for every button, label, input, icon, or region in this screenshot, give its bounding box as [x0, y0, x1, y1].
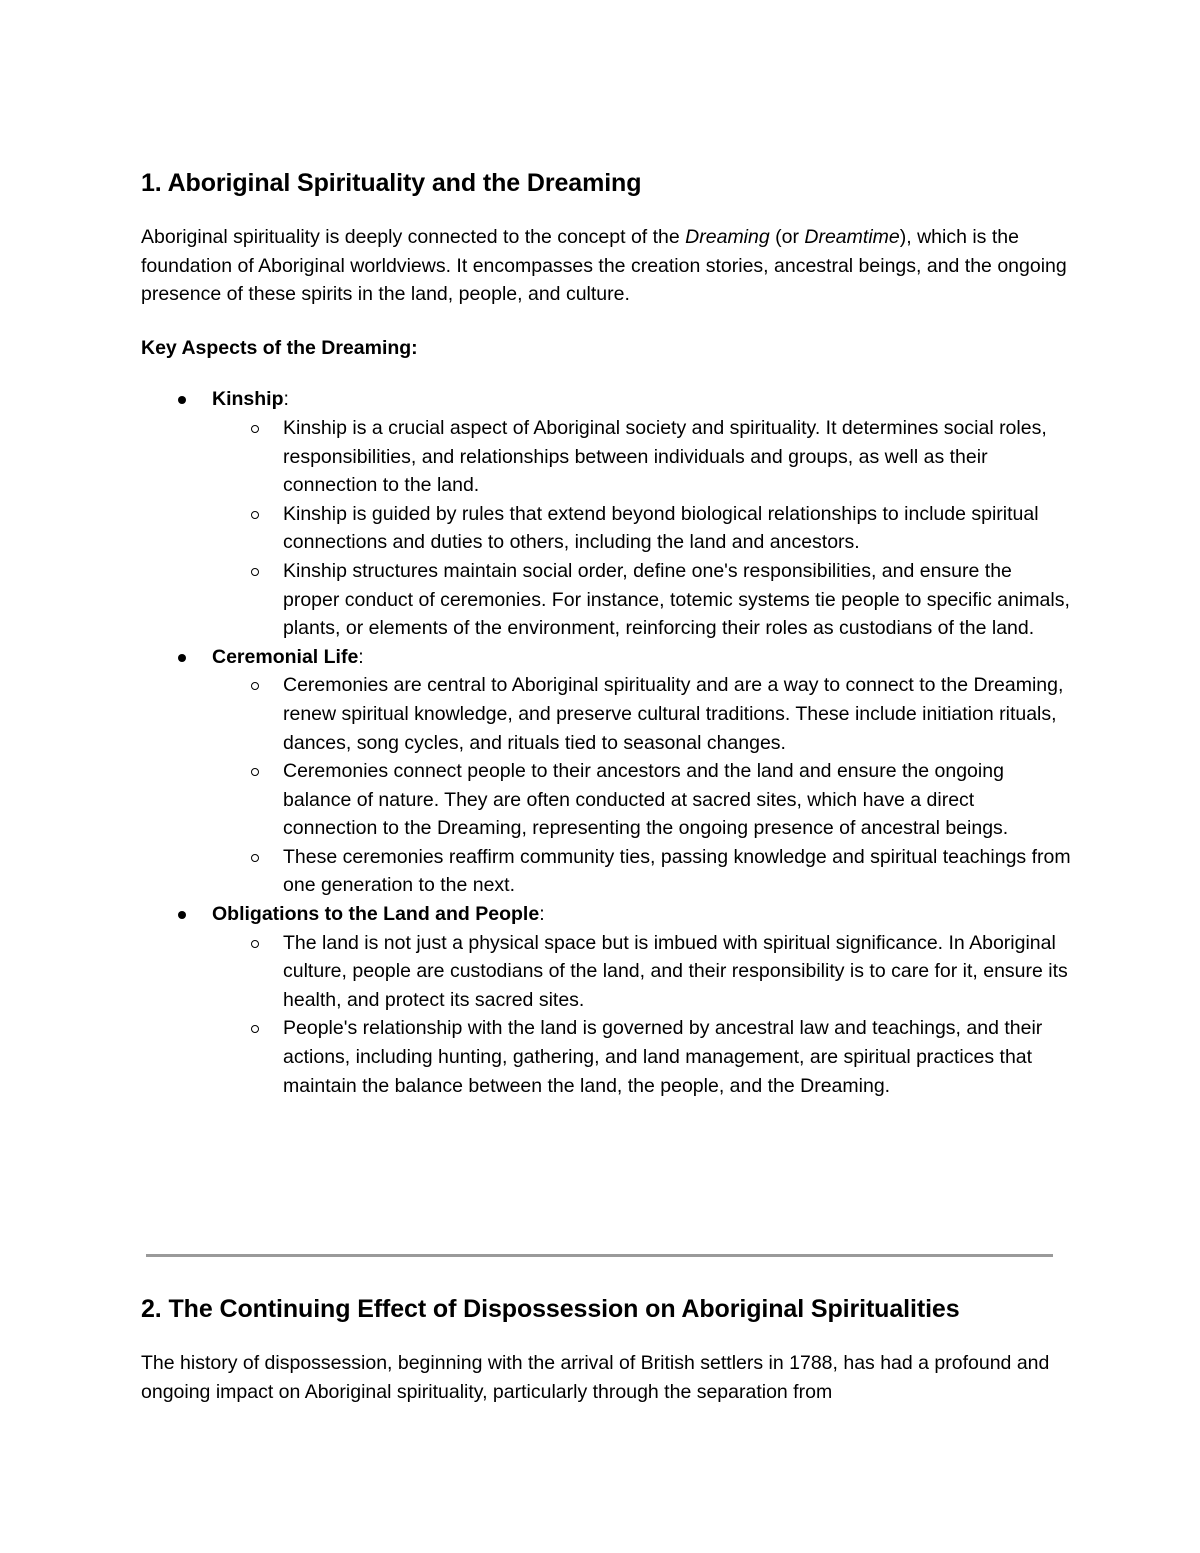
aspect-title: Obligations to the Land and People: [212, 903, 540, 926]
kinship-points: [212, 414, 1071, 643]
obligations-points: [212, 929, 1071, 1101]
list-item: Kinship structures maintain social order, define one's responsibilities, and ensure the proper conduct of ceremonies. For instance, totemic systems tie people to specific animals, plants, or elements of the environment, reinforcing their roles as custodians of the land.: [212, 557, 1071, 643]
aspect-obligations: Obligations to the Land and People: The land is not just a physical space but is imbued with spiritual significance. In Aboriginal culture, people are custodians of the land, and their responsibility is to care for it, ensure its health, and protect its sacred sites. People's relationship with the land is governed by ancestral law and teachings, and their actions, including hunting, gathering, and land management, are spiritual practices that maintain the balance between the land, the people, and the Dreaming.: [141, 900, 1071, 1100]
section-1-intro: Aboriginal spirituality is deeply connected to the concept of the Dreaming (or Dreamtime), which is the foundation of Aboriginal worldviews. It encompasses the creation stories, ancestral beings, and the ongoing presence of these spirits in the land, people, and culture.: [141, 226, 1067, 306]
aspect-ceremonial-life: Ceremonial Life: Ceremonies are central to Aboriginal spirituality and are a way to connect to the Dreaming, renew spiritual knowledge, and preserve cultural traditions. These include initiation rituals, dances, song cycles, and rituals tied to seasonal changes. Ceremonies connect people to their ancestors and the land and ensure the ongoing balance of nature. They are often conducted at sacred sites, which have a direct connection to the Dreaming, representing the ongoing presence of ancestral beings. These ceremonies reaffirm community ties, passing knowledge and spiritual teachings from one generation to the next.: [141, 643, 1071, 900]
bullet-circle-icon: [251, 1025, 259, 1033]
term-dreaming: Dreaming: [685, 226, 770, 248]
section-1: [141, 166, 1071, 1100]
aspect-title: Ceremonial Life: [212, 645, 359, 668]
section-1-title: 1. Aboriginal Spirituality and the Dreaming: [141, 169, 642, 197]
list-item: Kinship is guided by rules that extend beyond biological relationships to include spiritual connections and duties to others, including the land and ancestors.: [212, 500, 1071, 557]
ceremonial-points: [212, 671, 1071, 900]
bullet-circle-icon: [251, 568, 259, 576]
list-item: Ceremonies connect people to their ancestors and the land and ensure the ongoing balance of nature. They are often conducted at sacred sites, which have a direct connection to the Dreaming, representing the ongoing presence of ancestral beings.: [212, 757, 1071, 843]
bullet-dot-icon: [178, 654, 186, 662]
bullet-circle-icon: [251, 768, 259, 776]
list-item: People's relationship with the land is governed by ancestral law and teachings, and their actions, including hunting, gathering, and land management, are spiritual practices that maintain the balance between the land, the people, and the Dreaming.: [212, 1014, 1071, 1100]
bullet-circle-icon: [251, 682, 259, 690]
list-item: Kinship is a crucial aspect of Aboriginal society and spirituality. It determines social roles, responsibilities, and relationships between individuals and groups, as well as their connection to the land.: [212, 414, 1071, 500]
horizontal-divider: [146, 1254, 1053, 1257]
term-dreamtime: Dreamtime: [804, 226, 900, 248]
bullet-circle-icon: [251, 425, 259, 433]
bullet-dot-icon: [178, 911, 186, 919]
section-2-intro: The history of dispossession, beginning with the arrival of British settlers in 1788, has had a profound and ongoing impact on Aboriginal spirituality, particularly through the separation from: [141, 1352, 1050, 1403]
section-2: [141, 1292, 1071, 1406]
aspect-title: Kinship: [212, 388, 284, 411]
list-item: The land is not just a physical space but is imbued with spiritual significance. In Aboriginal culture, people are custodians of the land, and their responsibility is to care for it, ensure its health, and protect its sacred sites.: [212, 929, 1071, 1015]
bullet-dot-icon: [178, 396, 186, 404]
bullet-circle-icon: [251, 511, 259, 519]
aspects-list: [141, 385, 1071, 1100]
key-aspects-heading: Key Aspects of the Dreaming:: [141, 336, 418, 359]
bullet-circle-icon: [251, 940, 259, 948]
list-item: These ceremonies reaffirm community ties, passing knowledge and spiritual teachings from one generation to the next.: [212, 843, 1071, 900]
section-2-title: 2. The Continuing Effect of Dispossession on Aboriginal Spiritualities: [141, 1295, 960, 1323]
bullet-circle-icon: [251, 854, 259, 862]
list-item: Ceremonies are central to Aboriginal spirituality and are a way to connect to the Dreaming, renew spiritual knowledge, and preserve cultural traditions. These include initiation rituals, dances, song cycles, and rituals tied to seasonal changes.: [212, 671, 1071, 757]
aspect-kinship: Kinship: Kinship is a crucial aspect of Aboriginal society and spirituality. It determines social roles, responsibilities, and relationships between individuals and groups, as well as their connection to the land. Kinship is guided by rules that extend beyond biological relationships to include spiritual connections and duties to others, including the land and ancestors. Kinship structures maintain social order, define one's responsibilities, and ensure the proper conduct of ceremonies. For instance, totemic systems tie people to specific animals, plants, or elements of the environment, reinforcing their roles as custodians of the land.: [141, 385, 1071, 642]
